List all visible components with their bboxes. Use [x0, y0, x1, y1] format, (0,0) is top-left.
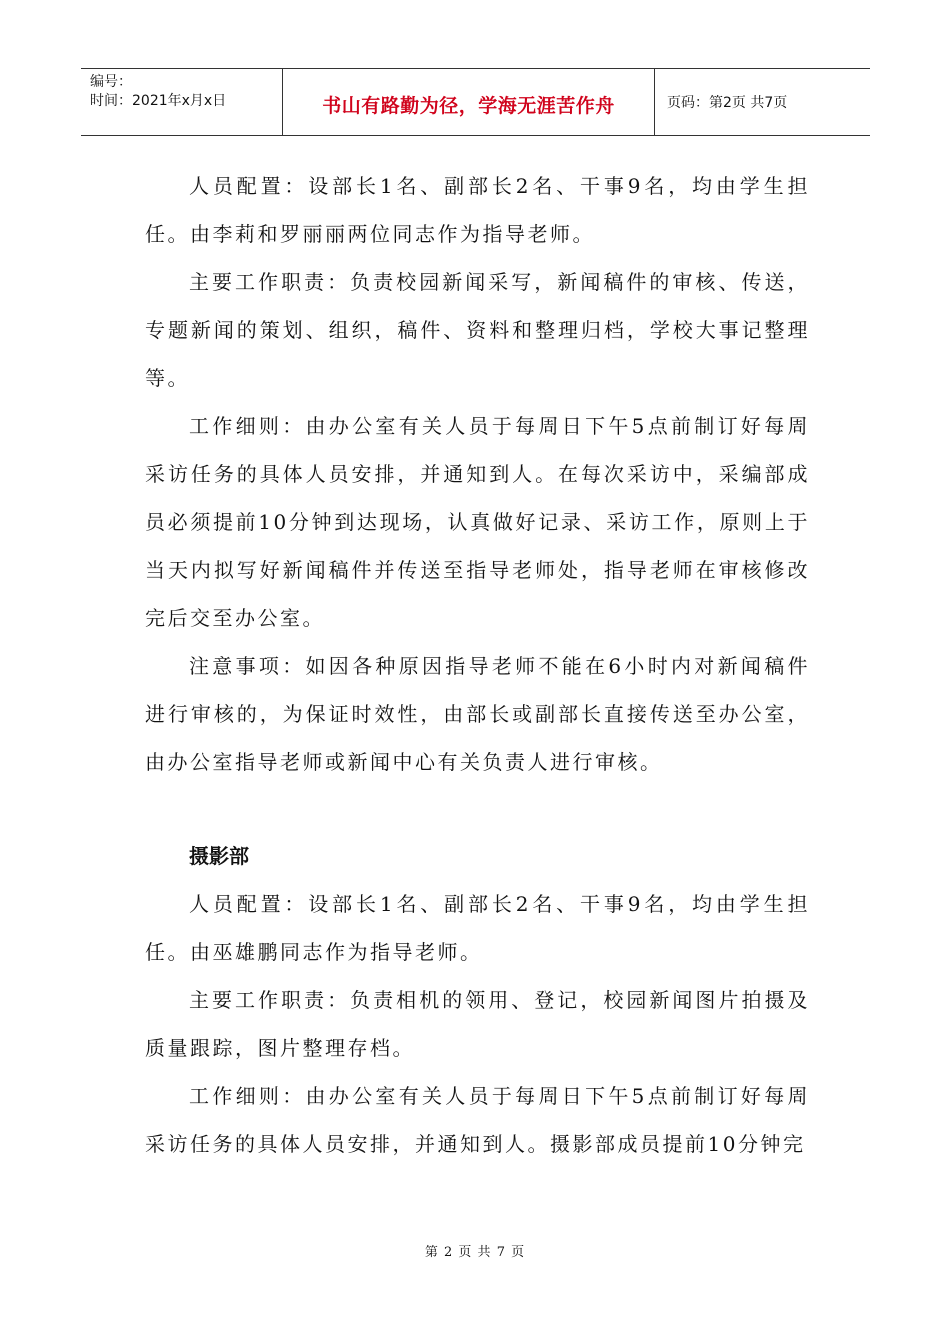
- paragraph-notes: 注意事项：如因各种原因指导老师不能在6小时内对新闻稿件进行审核的，为保证时效性，由部长或副部长直接传送至办公室，由办公室指导老师或新闻中心有关负责人进行审核。: [145, 654, 810, 774]
- header-motto: 书山有路勤为径，学海无涯苦作舟: [322, 94, 615, 117]
- page-footer: 第 2 页 共 7 页: [424, 1245, 526, 1260]
- document-body: [145, 162, 810, 1168]
- section-title-photography: 摄影部: [189, 844, 249, 868]
- document-number-label: 编号：: [90, 74, 132, 90]
- header-motto-cell: [283, 69, 655, 135]
- paragraph-photo-rules: 工作细则：由办公室有关人员于每周日下午5点前制订好每周采访任务的具体人员安排，并通知到人。摄影部成员提前10分钟完: [145, 1084, 810, 1156]
- paragraph-photo-duties: 主要工作职责：负责相机的领用、登记，校园新闻图片拍摄及质量跟踪，图片整理存档。: [145, 988, 810, 1060]
- paragraph-staffing: 人员配置：设部长1名、副部长2名、干事9名，均由学生担任。由李莉和罗丽丽两位同志作为指导老师。: [145, 174, 810, 246]
- document-time: 时间：2021年x月x日: [90, 93, 227, 109]
- header-page-cell: [655, 69, 870, 135]
- paragraph-rules: 工作细则：由办公室有关人员于每周日下午5点前制订好每周采访任务的具体人员安排，并通知到人。在每次采访中，采编部成员必须提前10分钟到达现场，认真做好记录、采访工作，原则上于当天内拟写好新闻稿件并传送至指导老师处，指导老师在审核修改完后交至办公室。: [145, 414, 810, 630]
- header-meta: [81, 69, 283, 135]
- paragraph-duties: 主要工作职责：负责校园新闻采写，新闻稿件的审核、传送，专题新闻的策划、组织，稿件、资料和整理归档，学校大事记整理等。: [145, 270, 810, 390]
- page-header: [81, 68, 870, 136]
- paragraph-photo-staffing: 人员配置：设部长1名、副部长2名、干事9名，均由学生担任。由巫雄鹏同志作为指导老师。: [145, 892, 810, 964]
- header-page-info: 页码：第2页 共7页: [667, 95, 788, 111]
